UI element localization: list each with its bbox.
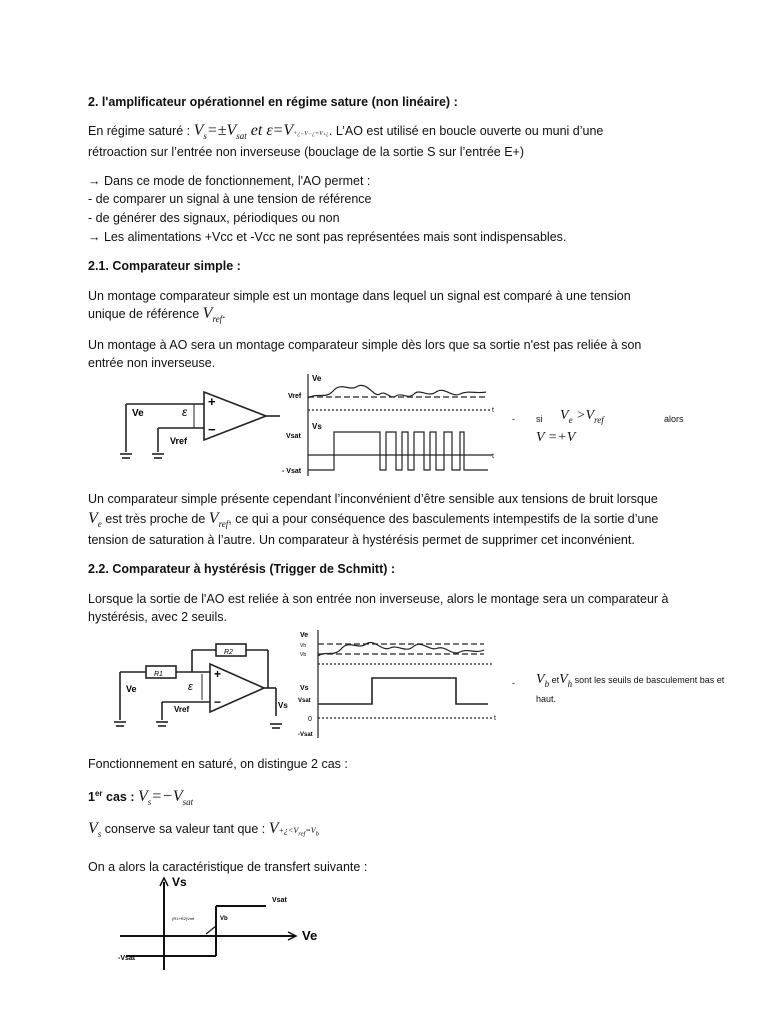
graph-minus-vsat: - Vsat [282, 468, 302, 475]
math-case1 [137, 788, 194, 808]
label-plus: + [208, 394, 216, 409]
math-sub: ref [298, 830, 306, 838]
section-21-p1: Un montage comparateur simple est un montage dans lequel un signal est comparé à une tension [88, 289, 631, 303]
graph-ve: Ve [312, 374, 322, 383]
section-2-paragraph-line1 [88, 122, 603, 145]
math-sub: sat [182, 797, 194, 808]
hysteresis-graph [318, 630, 492, 738]
math-sub: ref [594, 414, 604, 425]
math-eq: =±V [206, 122, 237, 139]
arrow-item-2: → Les alimentations +Vcc et -Vcc ne sont pas représentées mais sont indispensables. [88, 230, 567, 244]
figure-transfer-characteristic [116, 876, 336, 972]
section-21-title: 2.1. Comparateur simple : [88, 259, 241, 273]
label-vb: Vb [220, 916, 228, 922]
vs-signal [308, 432, 488, 470]
math-eq: >V [572, 408, 595, 423]
label-vref: Vref [174, 705, 190, 714]
text-segment: unique de référence [88, 307, 203, 321]
text-segment: est très proche de [101, 512, 209, 526]
math-vref [208, 510, 229, 530]
math-sub: b [544, 678, 550, 689]
text-segment: . [222, 307, 226, 321]
side-alors: alors [664, 414, 684, 424]
math-part: +¿<V [278, 826, 299, 835]
text-segment: En régime saturé : [88, 124, 194, 138]
graph-vref: Vref [288, 393, 302, 400]
math-sub: s [147, 797, 152, 808]
section-22-p5: On a alors la caractéristique de transfert suivante : [88, 860, 368, 874]
label-epsilon: ε [188, 681, 193, 693]
section-22-title: 2.2. Comparateur à hystérésis (Trigger de Schmitt) : [88, 562, 396, 576]
math-v: V [137, 788, 148, 806]
section-21-p7: tension de saturation à l’autre. Un comparateur à hystérésis permet de supprimer cet inconvénient. [88, 533, 635, 547]
math-v: V [208, 510, 219, 527]
text-segment: sont les seuils de basculement bas et [572, 675, 725, 685]
label-vsat: Vsat [272, 897, 287, 904]
vs-signal [318, 678, 488, 704]
math-sub: e [97, 519, 102, 530]
side-dash-1: - [512, 414, 515, 424]
arrow-icon [206, 926, 216, 934]
section-22-p2: hystérésis, avec 2 seuils. [88, 610, 227, 624]
graph-t: t [494, 715, 496, 722]
math-sub: e [568, 414, 573, 425]
section-22-p4 [88, 820, 319, 844]
text-segment: . L’AO est utilisé en boucle ouverte ou muni d’une [328, 124, 604, 138]
graph-vs: Vs [300, 685, 309, 692]
dash-item-1: - de comparer un signal à une tension de référence [88, 192, 372, 206]
math-vb [536, 672, 549, 687]
label-vref: Vref [170, 436, 188, 446]
math-ve [88, 510, 102, 530]
graph-vb: Vb [300, 652, 307, 658]
math-v: V [559, 672, 568, 687]
side-condition [560, 408, 604, 425]
math-sub: s [97, 829, 102, 840]
section-21-p3: Un montage à AO sera un montage comparateur simple dès lors que sa sortie n'est pas reliée à son [88, 338, 642, 352]
section-22-p1: Lorsque la sortie de l'AO est reliée à son entrée non inverseuse, alors le montage sera un comparateur à [88, 592, 669, 606]
figure-hysteresis-comparator [112, 628, 502, 740]
math-tiny: +¿−V−¿=V₊¿ [293, 131, 329, 137]
comparator-graph [308, 374, 492, 476]
math-vs [88, 820, 102, 840]
math-vref [202, 305, 223, 325]
side-si: si [536, 414, 543, 424]
text-segment: et [549, 675, 560, 685]
graph-ve: Ve [300, 632, 309, 639]
label-r2: R2 [224, 649, 233, 656]
math-v: V [88, 820, 98, 837]
arrow-item-1: → Dans ce mode de fonctionnement, l'AO permet : [88, 174, 371, 188]
math-part: =V [305, 826, 316, 835]
comparator-circuit [120, 392, 280, 458]
label-vs: Vs [172, 876, 187, 889]
section-2-title: 2. l'amplificateur opérationnel en régime sature (non linéaire) : [88, 95, 458, 109]
side-result: V =+V [536, 430, 576, 445]
math-sub: s [203, 131, 207, 142]
math-v: V [193, 122, 204, 139]
graph-minus-vsat: -Vsat [298, 732, 313, 738]
transfer-graph [120, 878, 296, 970]
label-epsilon: ε [182, 405, 188, 419]
text-segment: 1 [88, 790, 95, 805]
math-sub: sat [236, 131, 247, 142]
section-22-p3: Fonctionnement en saturé, on distingue 2 cas : [88, 757, 348, 771]
label-plus: + [214, 667, 222, 681]
math-vs [193, 122, 294, 142]
dash-item-2: - de générer des signaux, périodiques ou non [88, 211, 340, 225]
graph-t2: t [492, 453, 494, 460]
ve-signal [308, 385, 486, 398]
label-minus: − [208, 422, 216, 437]
math-tiny [278, 826, 320, 838]
math-sub: ref [212, 314, 223, 325]
section-2-paragraph-line2: rétroaction sur l’entrée non inverseuse (bouclage de la sortie S sur l’entrée E+) [88, 145, 524, 159]
label-minus: − [214, 695, 222, 709]
graph-vsat: Vsat [298, 698, 311, 704]
graph-zero: 0 [308, 716, 312, 723]
graph-vh: Vh [300, 643, 307, 649]
label-ve: Ve [302, 928, 318, 943]
figure-simple-comparator [118, 372, 498, 478]
label-vs: Vs [278, 701, 288, 710]
math-condition: V [268, 820, 279, 837]
label-formula: (R1+R2)Vref [172, 916, 195, 921]
text-segment: , ce qui a pour conséquence des basculements intempestifs de la sortie d’une [228, 512, 659, 526]
graph-vsat: Vsat [286, 433, 301, 440]
section-21-p6 [88, 510, 658, 533]
text-segment: conserve sa valeur tant que : [101, 822, 269, 836]
math-v: V [202, 305, 213, 322]
label-ve: Ve [126, 684, 137, 694]
label-r1: R1 [154, 671, 163, 678]
section-21-p5: Un comparateur simple présente cependant l’inconvénient d’être sensible aux tensions de bruit lorsque [88, 492, 658, 506]
math-sub: b [315, 830, 320, 838]
section-21-p2 [88, 305, 226, 328]
math-v: V [536, 672, 545, 687]
label-ve: Ve [132, 408, 144, 419]
math-v: V [88, 510, 98, 527]
text-segment: cas : [102, 790, 138, 805]
superscript: er [94, 789, 103, 798]
label-minus-vsat: -Vsat [118, 955, 136, 962]
graph-vs: Vs [312, 422, 322, 431]
case-1-heading [88, 785, 193, 811]
math-v: V [560, 408, 569, 423]
math-eq: et ε=V [246, 122, 294, 139]
side-thresholds-2: haut. [536, 694, 557, 704]
hysteresis-circuit [114, 644, 282, 728]
math-sub: h [567, 678, 573, 689]
side-dash-2: - [512, 678, 515, 688]
math-vh [559, 672, 572, 687]
side-thresholds [536, 672, 724, 689]
section-21-p4: entrée non inverseuse. [88, 356, 216, 370]
math-sub: ref [218, 519, 229, 530]
math-eq: =−V [151, 788, 183, 806]
graph-t: t [492, 407, 494, 414]
